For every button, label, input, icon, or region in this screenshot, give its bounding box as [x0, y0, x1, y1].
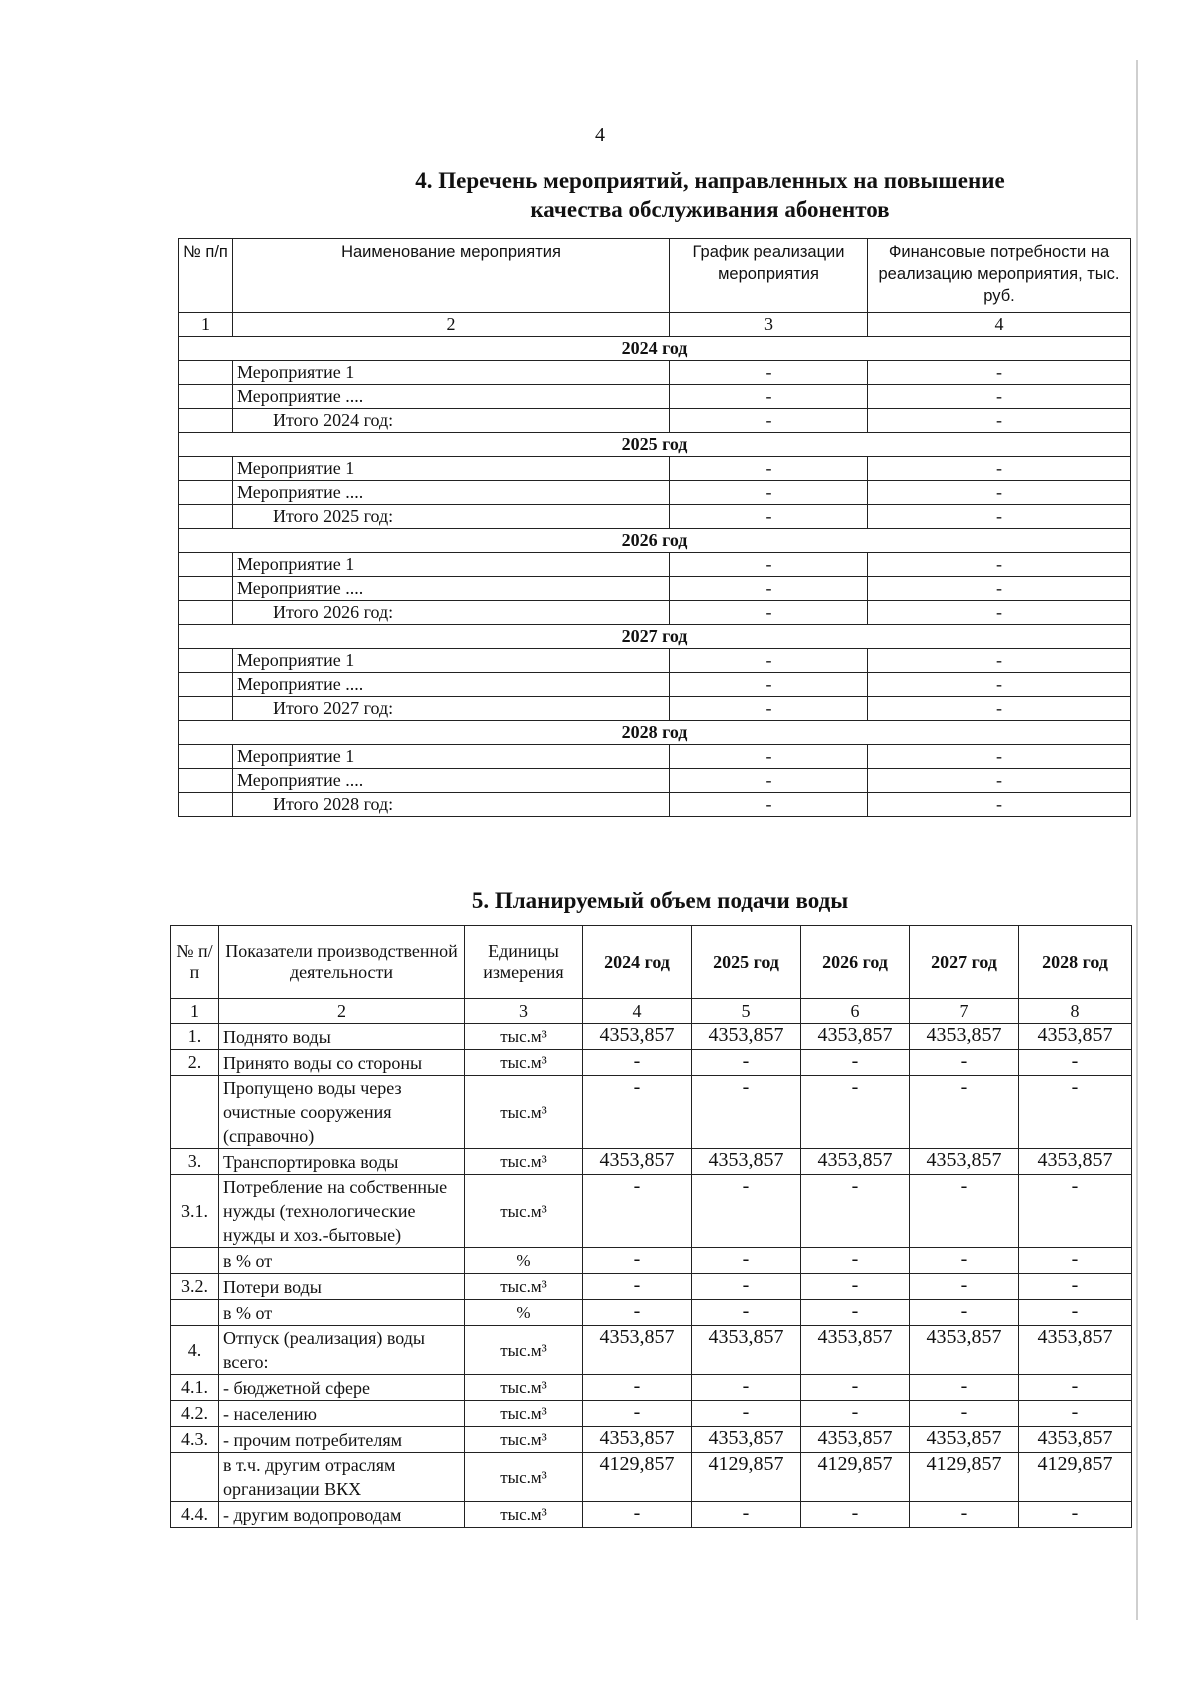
- measure-finance: -: [868, 553, 1131, 577]
- measure-finance: -: [868, 745, 1131, 769]
- indicator-row: [171, 1427, 1132, 1453]
- total-no: [179, 601, 233, 625]
- indicator-value: -: [1019, 1248, 1132, 1274]
- measure-row: [179, 553, 1131, 577]
- total-label: Итого 2028 год:: [233, 793, 670, 817]
- indicator-no: 4.2.: [171, 1401, 219, 1427]
- measure-finance: -: [868, 673, 1131, 697]
- water-colnum: 6: [801, 999, 910, 1024]
- section4-title-line1: 4. Перечень мероприятий, направленных на повышение: [415, 168, 1005, 193]
- indicator-value: -: [910, 1076, 1019, 1149]
- indicator-row: [171, 1326, 1132, 1375]
- indicator-unit: тыс.м³: [465, 1175, 583, 1248]
- water-colnum: 8: [1019, 999, 1132, 1024]
- water-supply-table: [170, 925, 1132, 1528]
- indicator-no: 3.2.: [171, 1274, 219, 1300]
- total-row: [179, 697, 1131, 721]
- measure-name: Мероприятие 1: [233, 457, 670, 481]
- measure-finance: -: [868, 649, 1131, 673]
- indicator-value: 4353,857: [692, 1427, 801, 1453]
- indicator-name: - населению: [219, 1401, 465, 1427]
- indicator-value: 4353,857: [583, 1427, 692, 1453]
- year-group-row: [179, 625, 1131, 649]
- measure-name: Мероприятие ....: [233, 769, 670, 793]
- measures-table-body: [179, 239, 1131, 817]
- total-no: [179, 505, 233, 529]
- indicator-value: -: [583, 1248, 692, 1274]
- indicator-value: 4353,857: [692, 1024, 801, 1050]
- indicator-value: 4353,857: [583, 1024, 692, 1050]
- indicator-value: -: [1019, 1175, 1132, 1248]
- indicator-value: 4129,857: [583, 1453, 692, 1502]
- measure-no: [179, 673, 233, 697]
- indicator-value: 4353,857: [1019, 1326, 1132, 1375]
- indicator-row: [171, 1300, 1132, 1326]
- total-row: [179, 505, 1131, 529]
- total-label: Итого 2026 год:: [233, 601, 670, 625]
- indicator-unit: тыс.м³: [465, 1149, 583, 1175]
- indicator-name: - прочим потребителям: [219, 1427, 465, 1453]
- indicator-value: 4129,857: [910, 1453, 1019, 1502]
- measure-schedule: -: [670, 673, 868, 697]
- measure-name: Мероприятие 1: [233, 553, 670, 577]
- indicator-row: [171, 1453, 1132, 1502]
- indicator-name: Пропущено воды через очистные сооружения (справочно): [219, 1076, 465, 1149]
- indicator-row: [171, 1248, 1132, 1274]
- measure-finance: -: [868, 385, 1131, 409]
- indicator-row: [171, 1149, 1132, 1175]
- indicator-row: [171, 1375, 1132, 1401]
- measures-header-finance: Финансовые потребности на реализацию мероприятия, тыс. руб.: [868, 239, 1131, 313]
- measure-no: [179, 553, 233, 577]
- section4-title: [340, 166, 1080, 224]
- indicator-value: -: [1019, 1502, 1132, 1528]
- total-finance: -: [868, 697, 1131, 721]
- measure-schedule: -: [670, 481, 868, 505]
- indicator-row: [171, 1050, 1132, 1076]
- measures-header-row: [179, 239, 1131, 313]
- water-colnum-row: [171, 999, 1132, 1024]
- indicator-value: -: [583, 1050, 692, 1076]
- indicator-value: -: [1019, 1401, 1132, 1427]
- indicator-value: 4129,857: [692, 1453, 801, 1502]
- indicator-no: 3.1.: [171, 1175, 219, 1248]
- measure-finance: -: [868, 481, 1131, 505]
- indicator-name: в % от: [219, 1300, 465, 1326]
- total-row: [179, 793, 1131, 817]
- measures-header-no: № п/п: [179, 239, 233, 313]
- indicator-value: -: [801, 1274, 910, 1300]
- indicator-value: -: [692, 1175, 801, 1248]
- measure-no: [179, 457, 233, 481]
- indicator-no: 4.1.: [171, 1375, 219, 1401]
- indicator-value: -: [801, 1248, 910, 1274]
- total-schedule: -: [670, 601, 868, 625]
- indicator-value: 4353,857: [801, 1326, 910, 1375]
- measure-row: [179, 673, 1131, 697]
- indicator-value: -: [801, 1300, 910, 1326]
- indicator-value: 4353,857: [910, 1149, 1019, 1175]
- total-schedule: -: [670, 697, 868, 721]
- indicator-value: 4353,857: [583, 1326, 692, 1375]
- indicator-no: [171, 1248, 219, 1274]
- total-finance: -: [868, 601, 1131, 625]
- indicator-row: [171, 1175, 1132, 1248]
- water-colnum: 3: [465, 999, 583, 1024]
- indicator-value: 4353,857: [1019, 1149, 1132, 1175]
- indicator-unit: тыс.м³: [465, 1050, 583, 1076]
- total-schedule: -: [670, 505, 868, 529]
- indicator-unit: тыс.м³: [465, 1024, 583, 1050]
- measure-name: Мероприятие 1: [233, 361, 670, 385]
- water-header-year: 2028 год: [1019, 926, 1132, 999]
- measures-colnum: 1: [179, 313, 233, 337]
- indicator-value: -: [583, 1175, 692, 1248]
- indicator-name: Поднято воды: [219, 1024, 465, 1050]
- indicator-row: [171, 1024, 1132, 1050]
- indicator-value: -: [801, 1502, 910, 1528]
- year-heading: 2028 год: [179, 721, 1131, 745]
- indicator-value: -: [583, 1375, 692, 1401]
- indicator-unit: тыс.м³: [465, 1453, 583, 1502]
- indicator-value: -: [692, 1076, 801, 1149]
- measure-finance: -: [868, 361, 1131, 385]
- year-heading: 2027 год: [179, 625, 1131, 649]
- water-colnum: 7: [910, 999, 1019, 1024]
- indicator-unit: тыс.м³: [465, 1502, 583, 1528]
- indicator-value: -: [910, 1375, 1019, 1401]
- indicator-value: -: [1019, 1050, 1132, 1076]
- indicator-no: [171, 1300, 219, 1326]
- water-header-year: 2025 год: [692, 926, 801, 999]
- total-label: Итого 2027 год:: [233, 697, 670, 721]
- indicator-value: -: [1019, 1274, 1132, 1300]
- indicator-value: 4353,857: [910, 1024, 1019, 1050]
- indicator-name: Потери воды: [219, 1274, 465, 1300]
- indicator-unit: тыс.м³: [465, 1076, 583, 1149]
- scan-edge: [1136, 60, 1138, 1620]
- indicator-value: -: [692, 1300, 801, 1326]
- measure-row: [179, 481, 1131, 505]
- indicator-value: -: [692, 1502, 801, 1528]
- measure-schedule: -: [670, 361, 868, 385]
- indicator-value: 4129,857: [801, 1453, 910, 1502]
- indicator-unit: тыс.м³: [465, 1326, 583, 1375]
- measure-schedule: -: [670, 457, 868, 481]
- measure-finance: -: [868, 769, 1131, 793]
- measure-finance: -: [868, 457, 1131, 481]
- total-finance: -: [868, 409, 1131, 433]
- total-row: [179, 409, 1131, 433]
- indicator-value: -: [910, 1502, 1019, 1528]
- total-schedule: -: [670, 793, 868, 817]
- measure-no: [179, 385, 233, 409]
- total-finance: -: [868, 793, 1131, 817]
- indicator-value: -: [692, 1248, 801, 1274]
- indicator-value: 4353,857: [692, 1326, 801, 1375]
- indicator-value: -: [801, 1175, 910, 1248]
- water-colnum: 5: [692, 999, 801, 1024]
- total-no: [179, 697, 233, 721]
- indicator-value: -: [801, 1076, 910, 1149]
- year-group-row: [179, 721, 1131, 745]
- measures-header-name: Наименование мероприятия: [233, 239, 670, 313]
- indicator-no: [171, 1453, 219, 1502]
- indicator-value: 4353,857: [910, 1427, 1019, 1453]
- measure-no: [179, 361, 233, 385]
- measure-row: [179, 769, 1131, 793]
- indicator-value: -: [801, 1375, 910, 1401]
- year-group-row: [179, 529, 1131, 553]
- total-no: [179, 793, 233, 817]
- water-header-unit: Единицы измерения: [465, 926, 583, 999]
- indicator-value: -: [583, 1076, 692, 1149]
- measure-finance: -: [868, 577, 1131, 601]
- indicator-no: 2.: [171, 1050, 219, 1076]
- measures-colnum: 3: [670, 313, 868, 337]
- indicator-value: -: [692, 1050, 801, 1076]
- measure-name: Мероприятие ....: [233, 673, 670, 697]
- indicator-no: 1.: [171, 1024, 219, 1050]
- indicator-value: -: [910, 1274, 1019, 1300]
- total-schedule: -: [670, 409, 868, 433]
- indicator-name: Принято воды со стороны: [219, 1050, 465, 1076]
- indicator-value: -: [692, 1401, 801, 1427]
- indicator-name: в % от: [219, 1248, 465, 1274]
- measure-name: Мероприятие 1: [233, 649, 670, 673]
- indicator-row: [171, 1401, 1132, 1427]
- measure-no: [179, 769, 233, 793]
- indicator-value: -: [583, 1274, 692, 1300]
- measures-header-schedule: График реализации мероприятия: [670, 239, 868, 313]
- year-group-row: [179, 433, 1131, 457]
- indicator-value: -: [692, 1274, 801, 1300]
- water-colnum: 1: [171, 999, 219, 1024]
- water-header-indicator: Показатели производственной деятельности: [219, 926, 465, 999]
- indicator-name: Отпуск (реализация) воды всего:: [219, 1326, 465, 1375]
- water-header-year: 2027 год: [910, 926, 1019, 999]
- indicator-unit: тыс.м³: [465, 1427, 583, 1453]
- total-finance: -: [868, 505, 1131, 529]
- indicator-name: Транспортировка воды: [219, 1149, 465, 1175]
- water-header-no: № п/п: [171, 926, 219, 999]
- measure-schedule: -: [670, 385, 868, 409]
- total-label: Итого 2025 год:: [233, 505, 670, 529]
- section5-title: 5. Планируемый объем подачи воды: [471, 888, 849, 913]
- measure-row: [179, 385, 1131, 409]
- indicator-row: [171, 1076, 1132, 1149]
- indicator-name: - другим водопроводам: [219, 1502, 465, 1528]
- indicator-value: 4353,857: [583, 1149, 692, 1175]
- indicator-value: -: [692, 1375, 801, 1401]
- measure-name: Мероприятие ....: [233, 481, 670, 505]
- year-heading: 2024 год: [179, 337, 1131, 361]
- indicator-value: -: [910, 1248, 1019, 1274]
- indicator-value: -: [1019, 1076, 1132, 1149]
- water-supply-table-body: [171, 926, 1132, 1528]
- indicator-value: -: [1019, 1375, 1132, 1401]
- measure-schedule: -: [670, 745, 868, 769]
- indicator-unit: %: [465, 1300, 583, 1326]
- indicator-value: 4129,857: [1019, 1453, 1132, 1502]
- indicator-value: -: [910, 1050, 1019, 1076]
- year-heading: 2025 год: [179, 433, 1131, 457]
- total-no: [179, 409, 233, 433]
- indicator-unit: тыс.м³: [465, 1274, 583, 1300]
- page-number: 4: [595, 124, 605, 146]
- measure-schedule: -: [670, 553, 868, 577]
- indicator-no: [171, 1076, 219, 1149]
- indicator-unit: тыс.м³: [465, 1375, 583, 1401]
- measure-row: [179, 649, 1131, 673]
- measure-name: Мероприятие 1: [233, 745, 670, 769]
- indicator-value: -: [801, 1401, 910, 1427]
- indicator-value: 4353,857: [801, 1427, 910, 1453]
- total-label: Итого 2024 год:: [233, 409, 670, 433]
- indicator-row: [171, 1274, 1132, 1300]
- year-heading: 2026 год: [179, 529, 1131, 553]
- indicator-value: 4353,857: [1019, 1024, 1132, 1050]
- indicator-value: 4353,857: [1019, 1427, 1132, 1453]
- indicator-value: 4353,857: [692, 1149, 801, 1175]
- indicator-name: в т.ч. другим отраслям организации ВКХ: [219, 1453, 465, 1502]
- indicator-no: 4.: [171, 1326, 219, 1375]
- indicator-unit: %: [465, 1248, 583, 1274]
- measure-row: [179, 577, 1131, 601]
- measures-colnum-row: [179, 313, 1131, 337]
- measures-colnum: 4: [868, 313, 1131, 337]
- measures-table: [178, 238, 1131, 817]
- indicator-no: 4.4.: [171, 1502, 219, 1528]
- measure-schedule: -: [670, 577, 868, 601]
- year-group-row: [179, 337, 1131, 361]
- water-colnum: 4: [583, 999, 692, 1024]
- indicator-no: 3.: [171, 1149, 219, 1175]
- indicator-value: -: [583, 1401, 692, 1427]
- water-header-year: 2026 год: [801, 926, 910, 999]
- measure-no: [179, 481, 233, 505]
- indicator-value: -: [1019, 1300, 1132, 1326]
- indicator-value: -: [583, 1300, 692, 1326]
- measure-row: [179, 361, 1131, 385]
- indicator-name: Потребление на собственные нужды (технологические нужды и хоз.-бытовые): [219, 1175, 465, 1248]
- water-header-year: 2024 год: [583, 926, 692, 999]
- measure-schedule: -: [670, 649, 868, 673]
- measure-name: Мероприятие ....: [233, 577, 670, 601]
- indicator-value: -: [801, 1050, 910, 1076]
- water-colnum: 2: [219, 999, 465, 1024]
- measures-colnum: 2: [233, 313, 670, 337]
- indicator-value: 4353,857: [801, 1149, 910, 1175]
- measure-no: [179, 649, 233, 673]
- indicator-no: 4.3.: [171, 1427, 219, 1453]
- measure-no: [179, 577, 233, 601]
- indicator-unit: тыс.м³: [465, 1401, 583, 1427]
- indicator-row: [171, 1502, 1132, 1528]
- indicator-value: -: [910, 1401, 1019, 1427]
- measure-name: Мероприятие ....: [233, 385, 670, 409]
- measure-no: [179, 745, 233, 769]
- total-row: [179, 601, 1131, 625]
- measure-row: [179, 457, 1131, 481]
- indicator-value: -: [583, 1502, 692, 1528]
- water-header-row: [171, 926, 1132, 999]
- indicator-value: 4353,857: [801, 1024, 910, 1050]
- indicator-value: -: [910, 1300, 1019, 1326]
- measure-row: [179, 745, 1131, 769]
- measure-schedule: -: [670, 769, 868, 793]
- indicator-value: -: [910, 1175, 1019, 1248]
- indicator-name: - бюджетной сфере: [219, 1375, 465, 1401]
- indicator-value: 4353,857: [910, 1326, 1019, 1375]
- section4-title-line2: качества обслуживания абонентов: [530, 197, 890, 222]
